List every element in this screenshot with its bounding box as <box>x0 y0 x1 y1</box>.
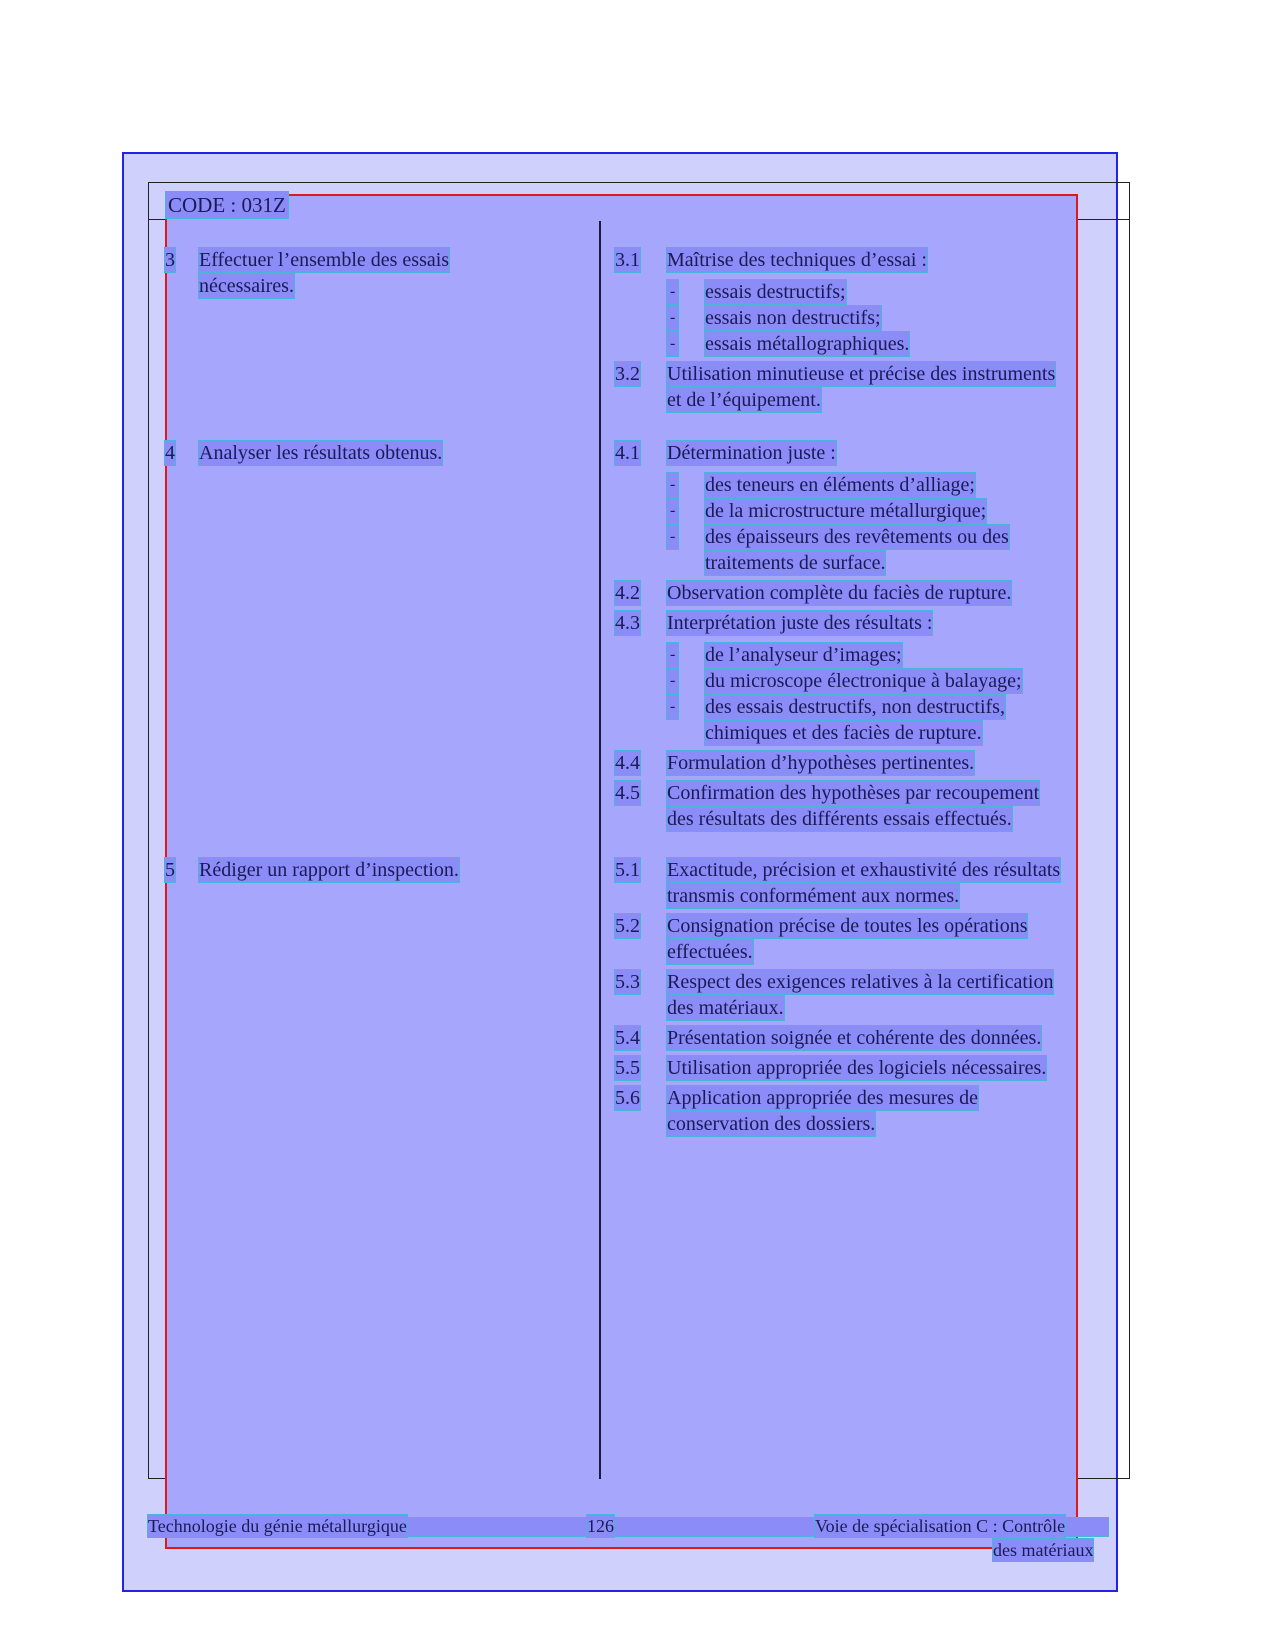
bullet-text-line: des essais destructifs, non destructifs, <box>705 696 1005 718</box>
criterion-text-line: conservation des dossiers. <box>667 1113 876 1135</box>
competency-title-line: Rédiger un rapport d’inspection. <box>199 859 459 881</box>
criterion-number: 5.6 <box>615 1087 640 1109</box>
competency-number: 5 <box>165 859 175 881</box>
criterion-text-line: Présentation soignée et cohérente des données. <box>667 1027 1042 1049</box>
column-divider <box>599 221 601 1479</box>
criterion-text-line: transmis conformément aux normes. <box>667 885 960 907</box>
criterion-text-line: Confirmation des hypothèses par recoupement <box>667 782 1040 804</box>
bullet-text-line: essais non destructifs; <box>705 307 881 329</box>
bullet-text-line: de l’analyseur d’images; <box>705 644 902 666</box>
competency-title-line: Effectuer l’ensemble des essais <box>199 249 450 271</box>
criterion-text-line: Observation complète du faciès de rupture. <box>667 582 1012 604</box>
bullet-marker: - <box>667 669 678 693</box>
criterion-text-line: des matériaux. <box>667 997 784 1019</box>
criterion-number: 4.5 <box>615 782 640 804</box>
footer-program: Technologie du génie métallurgique <box>148 1516 407 1536</box>
criterion-number: 5.2 <box>615 915 640 937</box>
bullet-marker: - <box>667 332 678 356</box>
bullet-text-line: de la microstructure métallurgique; <box>705 500 987 522</box>
footer-specialization: Voie de spécialisation C : Contrôle <box>815 1516 1066 1536</box>
competency-number: 3 <box>165 249 175 271</box>
bullet-marker: - <box>667 499 678 523</box>
criterion-number: 4.2 <box>615 582 640 604</box>
criterion-text-line: des résultats des différents essais effectués. <box>667 808 1012 830</box>
criterion-number: 4.1 <box>615 442 640 464</box>
bullet-text-line: chimiques et des faciès de rupture. <box>705 722 982 744</box>
criterion-number: 5.1 <box>615 859 640 881</box>
criterion-text-line: Consignation précise de toutes les opérations <box>667 915 1028 937</box>
criterion-text-line: Exactitude, précision et exhaustivité des résultats <box>667 859 1061 881</box>
bullet-text-line: essais destructifs; <box>705 281 846 303</box>
bullet-marker: - <box>667 306 678 330</box>
footer-page-number: 126 <box>587 1516 614 1536</box>
criterion-number: 3.1 <box>615 249 640 271</box>
criterion-number: 3.2 <box>615 363 640 385</box>
bullet-marker: - <box>667 695 678 719</box>
criterion-text-line: Maîtrise des techniques d’essai : <box>667 249 927 271</box>
bullet-marker: - <box>667 473 678 497</box>
criterion-text-line: Formulation d’hypothèses pertinentes. <box>667 752 975 774</box>
criterion-number: 4.3 <box>615 612 640 634</box>
criterion-text-line: Utilisation appropriée des logiciels nécessaires. <box>667 1057 1047 1079</box>
bullet-marker: - <box>667 525 678 549</box>
criterion-number: 5.3 <box>615 971 640 993</box>
competency-title-line: Analyser les résultats obtenus. <box>199 442 443 464</box>
criterion-text-line: Détermination juste : <box>667 442 836 464</box>
footer-specialization-cont: des matériaux <box>993 1540 1094 1560</box>
bullet-text-line: des épaisseurs des revêtements ou des <box>705 526 1009 548</box>
bullet-marker: - <box>667 280 678 304</box>
competency-title-line: nécessaires. <box>199 275 294 297</box>
criterion-text-line: Interprétation juste des résultats : <box>667 612 933 634</box>
criterion-text-line: effectuées. <box>667 941 753 963</box>
criterion-number: 4.4 <box>615 752 640 774</box>
bullet-text-line: essais métallographiques. <box>705 333 910 355</box>
criterion-text-line: Utilisation minutieuse et précise des instruments <box>667 363 1056 385</box>
bullet-text-line: du microscope électronique à balayage; <box>705 670 1022 692</box>
competency-number: 4 <box>165 442 175 464</box>
bullet-marker: - <box>667 643 678 667</box>
bullet-text-line: traitements de surface. <box>705 552 886 574</box>
criterion-text-line: Application appropriée des mesures de <box>667 1087 979 1109</box>
criterion-number: 5.4 <box>615 1027 640 1049</box>
criterion-text-line: Respect des exigences relatives à la certification <box>667 971 1054 993</box>
criterion-number: 5.5 <box>615 1057 640 1079</box>
bullet-text-line: des teneurs en éléments d’alliage; <box>705 474 975 496</box>
criterion-text-line: et de l’équipement. <box>667 389 821 411</box>
course-code: CODE : 031Z <box>165 191 289 219</box>
